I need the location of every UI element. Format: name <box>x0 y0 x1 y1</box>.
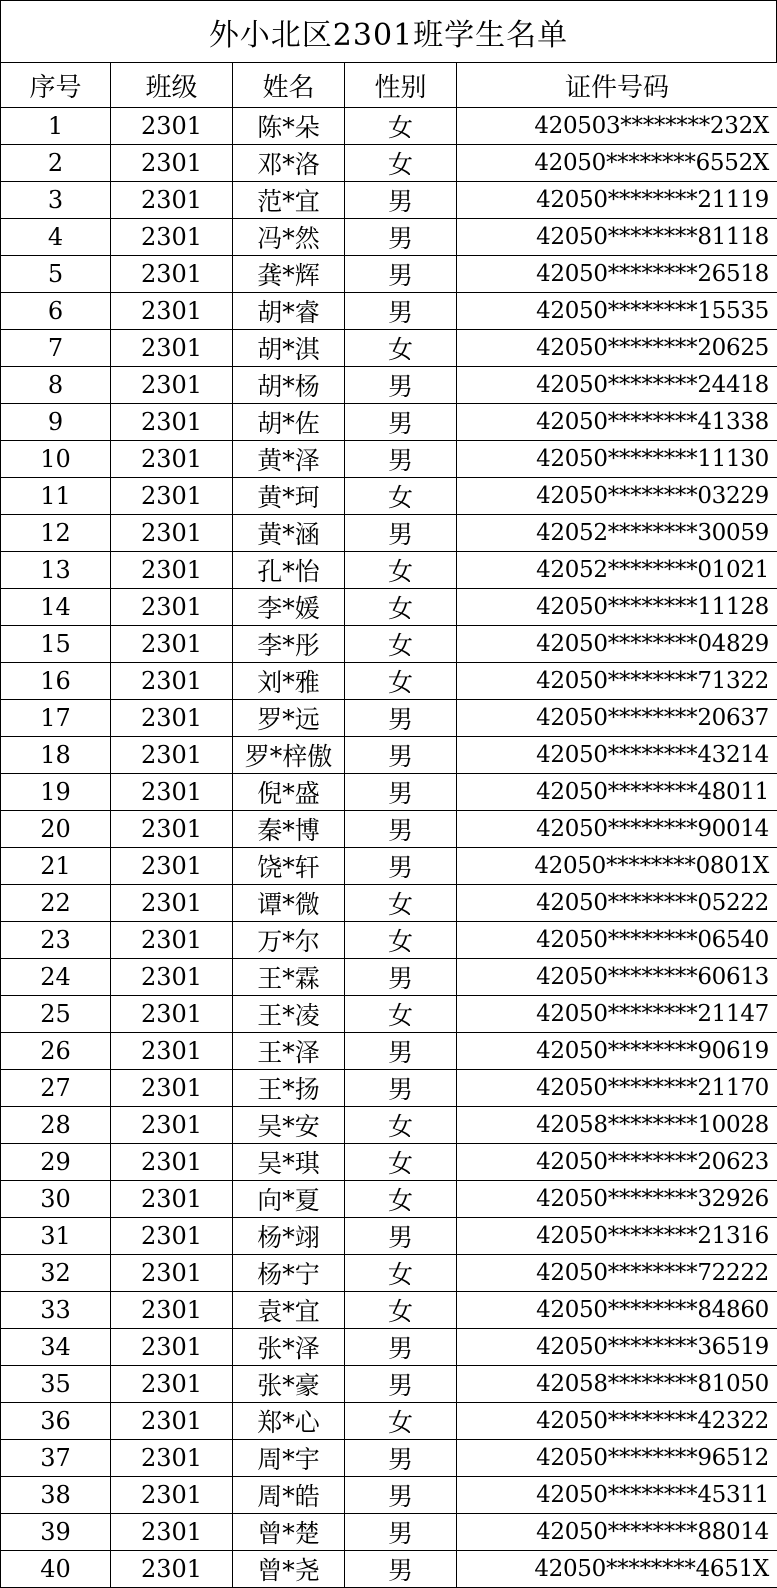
cell-class: 2301 <box>111 1366 233 1403</box>
cell-class: 2301 <box>111 848 233 885</box>
cell-index: 36 <box>1 1403 111 1440</box>
cell-index: 34 <box>1 1329 111 1366</box>
cell-index: 22 <box>1 885 111 922</box>
cell-name: 刘*雅 <box>233 663 345 700</box>
cell-index: 6 <box>1 293 111 330</box>
cell-gender: 女 <box>345 589 457 626</box>
cell-id-number: 42050********48011 <box>457 774 777 811</box>
cell-class: 2301 <box>111 1144 233 1181</box>
table-row <box>1 515 777 552</box>
cell-id-number: 42050********90014 <box>457 811 777 848</box>
cell-class: 2301 <box>111 404 233 441</box>
cell-index: 19 <box>1 774 111 811</box>
cell-gender: 男 <box>345 1477 457 1514</box>
cell-class: 2301 <box>111 441 233 478</box>
cell-gender: 女 <box>345 145 457 182</box>
cell-index: 18 <box>1 737 111 774</box>
cell-class: 2301 <box>111 700 233 737</box>
cell-class: 2301 <box>111 367 233 404</box>
cell-index: 14 <box>1 589 111 626</box>
cell-name: 饶*轩 <box>233 848 345 885</box>
cell-index: 29 <box>1 1144 111 1181</box>
cell-gender: 男 <box>345 1070 457 1107</box>
cell-index: 40 <box>1 1551 111 1588</box>
cell-gender: 男 <box>345 1218 457 1255</box>
table-row <box>1 552 777 589</box>
cell-id-number: 42050********71322 <box>457 663 777 700</box>
cell-gender: 女 <box>345 996 457 1033</box>
table-row <box>1 1514 777 1551</box>
header-name: 姓名 <box>233 63 345 108</box>
cell-id-number: 42050********24418 <box>457 367 777 404</box>
cell-id-number: 42050********21119 <box>457 182 777 219</box>
cell-id-number: 42050********81118 <box>457 219 777 256</box>
cell-class: 2301 <box>111 1218 233 1255</box>
cell-class: 2301 <box>111 996 233 1033</box>
cell-id-number: 42050********96512 <box>457 1440 777 1477</box>
cell-index: 1 <box>1 108 111 145</box>
cell-gender: 男 <box>345 293 457 330</box>
cell-index: 20 <box>1 811 111 848</box>
cell-name: 黄*珂 <box>233 478 345 515</box>
cell-gender: 女 <box>345 626 457 663</box>
cell-class: 2301 <box>111 182 233 219</box>
cell-id-number: 42050********84860 <box>457 1292 777 1329</box>
cell-index: 13 <box>1 552 111 589</box>
cell-class: 2301 <box>111 626 233 663</box>
table-row <box>1 145 777 182</box>
cell-gender: 女 <box>345 1144 457 1181</box>
cell-index: 7 <box>1 330 111 367</box>
cell-id-number: 42050********21316 <box>457 1218 777 1255</box>
cell-class: 2301 <box>111 663 233 700</box>
cell-name: 王*凌 <box>233 996 345 1033</box>
cell-index: 12 <box>1 515 111 552</box>
cell-index: 24 <box>1 959 111 996</box>
cell-id-number: 42050********60613 <box>457 959 777 996</box>
header-id: 证件号码 <box>457 63 777 108</box>
cell-name: 杨*宁 <box>233 1255 345 1292</box>
cell-gender: 女 <box>345 1107 457 1144</box>
cell-id-number: 42050********11130 <box>457 441 777 478</box>
cell-id-number: 42050********21170 <box>457 1070 777 1107</box>
table-row <box>1 1033 777 1070</box>
cell-gender: 男 <box>345 774 457 811</box>
table-row <box>1 1366 777 1403</box>
cell-gender: 男 <box>345 1366 457 1403</box>
table-row <box>1 404 777 441</box>
cell-name: 吴*安 <box>233 1107 345 1144</box>
cell-index: 37 <box>1 1440 111 1477</box>
cell-gender: 男 <box>345 219 457 256</box>
cell-class: 2301 <box>111 885 233 922</box>
cell-id-number: 42052********30059 <box>457 515 777 552</box>
cell-gender: 男 <box>345 737 457 774</box>
cell-id-number: 42050********20623 <box>457 1144 777 1181</box>
table-row <box>1 737 777 774</box>
cell-class: 2301 <box>111 589 233 626</box>
table-row <box>1 922 777 959</box>
cell-index: 28 <box>1 1107 111 1144</box>
cell-id-number: 42058********81050 <box>457 1366 777 1403</box>
cell-gender: 女 <box>345 663 457 700</box>
cell-class: 2301 <box>111 959 233 996</box>
cell-name: 李*媛 <box>233 589 345 626</box>
table-row <box>1 256 777 293</box>
table-row <box>1 1292 777 1329</box>
cell-name: 万*尔 <box>233 922 345 959</box>
cell-name: 谭*微 <box>233 885 345 922</box>
cell-name: 袁*宜 <box>233 1292 345 1329</box>
header-row <box>1 63 777 108</box>
cell-gender: 男 <box>345 700 457 737</box>
table-row <box>1 1107 777 1144</box>
cell-class: 2301 <box>111 1181 233 1218</box>
header-class: 班级 <box>111 63 233 108</box>
cell-id-number: 42058********10028 <box>457 1107 777 1144</box>
table-row <box>1 811 777 848</box>
table-row <box>1 1440 777 1477</box>
table-row <box>1 700 777 737</box>
cell-class: 2301 <box>111 145 233 182</box>
cell-class: 2301 <box>111 1551 233 1588</box>
table-row <box>1 663 777 700</box>
cell-name: 胡*杨 <box>233 367 345 404</box>
table-body <box>1 108 777 1588</box>
table-row <box>1 1070 777 1107</box>
cell-name: 曾*楚 <box>233 1514 345 1551</box>
cell-name: 倪*盛 <box>233 774 345 811</box>
cell-index: 11 <box>1 478 111 515</box>
cell-class: 2301 <box>111 515 233 552</box>
cell-id-number: 42050********03229 <box>457 478 777 515</box>
cell-index: 21 <box>1 848 111 885</box>
cell-name: 曾*尧 <box>233 1551 345 1588</box>
cell-id-number: 42050********88014 <box>457 1514 777 1551</box>
cell-index: 31 <box>1 1218 111 1255</box>
table-row <box>1 219 777 256</box>
table-row <box>1 996 777 1033</box>
cell-name: 杨*翊 <box>233 1218 345 1255</box>
cell-id-number: 42050********6552X <box>457 145 777 182</box>
cell-name: 龚*辉 <box>233 256 345 293</box>
cell-name: 张*泽 <box>233 1329 345 1366</box>
cell-id-number: 42050********42322 <box>457 1403 777 1440</box>
table-row <box>1 885 777 922</box>
cell-id-number: 42050********06540 <box>457 922 777 959</box>
cell-name: 陈*朵 <box>233 108 345 145</box>
cell-class: 2301 <box>111 256 233 293</box>
cell-class: 2301 <box>111 293 233 330</box>
cell-id-number: 42050********32926 <box>457 1181 777 1218</box>
cell-name: 黄*泽 <box>233 441 345 478</box>
cell-index: 33 <box>1 1292 111 1329</box>
cell-name: 冯*然 <box>233 219 345 256</box>
cell-gender: 女 <box>345 330 457 367</box>
cell-gender: 男 <box>345 1440 457 1477</box>
cell-id-number: 42050********45311 <box>457 1477 777 1514</box>
table-row <box>1 1403 777 1440</box>
cell-gender: 男 <box>345 515 457 552</box>
cell-gender: 男 <box>345 1514 457 1551</box>
cell-class: 2301 <box>111 478 233 515</box>
table-row <box>1 478 777 515</box>
cell-gender: 男 <box>345 1329 457 1366</box>
cell-name: 胡*淇 <box>233 330 345 367</box>
cell-id-number: 420503********232X <box>457 108 777 145</box>
cell-class: 2301 <box>111 1255 233 1292</box>
cell-id-number: 42050********4651X <box>457 1551 777 1588</box>
cell-class: 2301 <box>111 108 233 145</box>
cell-class: 2301 <box>111 219 233 256</box>
cell-id-number: 42050********72222 <box>457 1255 777 1292</box>
cell-index: 2 <box>1 145 111 182</box>
cell-gender: 男 <box>345 811 457 848</box>
table-row <box>1 626 777 663</box>
cell-id-number: 42050********26518 <box>457 256 777 293</box>
cell-index: 8 <box>1 367 111 404</box>
cell-gender: 男 <box>345 441 457 478</box>
cell-gender: 男 <box>345 367 457 404</box>
cell-id-number: 42050********43214 <box>457 737 777 774</box>
cell-id-number: 42050********90619 <box>457 1033 777 1070</box>
cell-gender: 女 <box>345 1403 457 1440</box>
header-gender: 性别 <box>345 63 457 108</box>
cell-index: 32 <box>1 1255 111 1292</box>
cell-index: 16 <box>1 663 111 700</box>
cell-index: 27 <box>1 1070 111 1107</box>
table-row <box>1 182 777 219</box>
cell-index: 39 <box>1 1514 111 1551</box>
cell-class: 2301 <box>111 774 233 811</box>
cell-index: 38 <box>1 1477 111 1514</box>
cell-name: 秦*博 <box>233 811 345 848</box>
cell-class: 2301 <box>111 737 233 774</box>
cell-class: 2301 <box>111 1033 233 1070</box>
cell-index: 26 <box>1 1033 111 1070</box>
table-row <box>1 293 777 330</box>
cell-index: 10 <box>1 441 111 478</box>
cell-gender: 男 <box>345 256 457 293</box>
table-row <box>1 848 777 885</box>
cell-class: 2301 <box>111 1403 233 1440</box>
cell-id-number: 42050********04829 <box>457 626 777 663</box>
table-row <box>1 1477 777 1514</box>
cell-index: 5 <box>1 256 111 293</box>
cell-gender: 男 <box>345 848 457 885</box>
table-header <box>1 63 777 108</box>
cell-name: 周*宇 <box>233 1440 345 1477</box>
cell-gender: 女 <box>345 922 457 959</box>
table-row <box>1 1181 777 1218</box>
table-row <box>1 959 777 996</box>
cell-index: 30 <box>1 1181 111 1218</box>
cell-class: 2301 <box>111 330 233 367</box>
table-row <box>1 1255 777 1292</box>
cell-id-number: 42052********01021 <box>457 552 777 589</box>
cell-id-number: 42050********15535 <box>457 293 777 330</box>
cell-id-number: 42050********20625 <box>457 330 777 367</box>
cell-index: 3 <box>1 182 111 219</box>
cell-name: 张*豪 <box>233 1366 345 1403</box>
cell-gender: 男 <box>345 1551 457 1588</box>
cell-name: 吴*琪 <box>233 1144 345 1181</box>
cell-name: 范*宜 <box>233 182 345 219</box>
cell-name: 孔*怡 <box>233 552 345 589</box>
cell-id-number: 42050********20637 <box>457 700 777 737</box>
cell-class: 2301 <box>111 1514 233 1551</box>
table-row <box>1 1329 777 1366</box>
cell-class: 2301 <box>111 552 233 589</box>
table-row <box>1 441 777 478</box>
cell-name: 王*扬 <box>233 1070 345 1107</box>
cell-id-number: 42050********11128 <box>457 589 777 626</box>
table-row <box>1 1218 777 1255</box>
cell-gender: 女 <box>345 1255 457 1292</box>
cell-class: 2301 <box>111 1070 233 1107</box>
table-row <box>1 774 777 811</box>
cell-name: 李*彤 <box>233 626 345 663</box>
cell-class: 2301 <box>111 922 233 959</box>
table-row <box>1 589 777 626</box>
cell-class: 2301 <box>111 1107 233 1144</box>
cell-class: 2301 <box>111 811 233 848</box>
table-row <box>1 1144 777 1181</box>
cell-gender: 女 <box>345 108 457 145</box>
cell-class: 2301 <box>111 1292 233 1329</box>
header-index: 序号 <box>1 63 111 108</box>
cell-index: 17 <box>1 700 111 737</box>
cell-gender: 男 <box>345 182 457 219</box>
cell-id-number: 42050********41338 <box>457 404 777 441</box>
roster-table <box>0 62 777 1588</box>
cell-index: 35 <box>1 1366 111 1403</box>
cell-id-number: 42050********36519 <box>457 1329 777 1366</box>
cell-id-number: 42050********0801X <box>457 848 777 885</box>
table-row <box>1 108 777 145</box>
cell-index: 25 <box>1 996 111 1033</box>
cell-name: 王*霖 <box>233 959 345 996</box>
page-title: 外小北区2301班学生名单 <box>0 0 777 62</box>
cell-gender: 女 <box>345 885 457 922</box>
cell-index: 23 <box>1 922 111 959</box>
cell-name: 向*夏 <box>233 1181 345 1218</box>
cell-gender: 女 <box>345 1292 457 1329</box>
table-row <box>1 367 777 404</box>
cell-class: 2301 <box>111 1477 233 1514</box>
cell-index: 4 <box>1 219 111 256</box>
cell-gender: 女 <box>345 478 457 515</box>
cell-name: 郑*心 <box>233 1403 345 1440</box>
cell-gender: 女 <box>345 1181 457 1218</box>
cell-gender: 男 <box>345 404 457 441</box>
table-row <box>1 1551 777 1588</box>
cell-name: 罗*梓傲 <box>233 737 345 774</box>
cell-name: 罗*远 <box>233 700 345 737</box>
cell-gender: 男 <box>345 959 457 996</box>
cell-id-number: 42050********05222 <box>457 885 777 922</box>
cell-name: 周*皓 <box>233 1477 345 1514</box>
cell-name: 邓*洛 <box>233 145 345 182</box>
cell-id-number: 42050********21147 <box>457 996 777 1033</box>
cell-gender: 女 <box>345 552 457 589</box>
cell-class: 2301 <box>111 1329 233 1366</box>
cell-name: 黄*涵 <box>233 515 345 552</box>
cell-class: 2301 <box>111 1440 233 1477</box>
table-row <box>1 330 777 367</box>
cell-index: 9 <box>1 404 111 441</box>
cell-index: 15 <box>1 626 111 663</box>
cell-name: 王*泽 <box>233 1033 345 1070</box>
cell-gender: 男 <box>345 1033 457 1070</box>
cell-name: 胡*睿 <box>233 293 345 330</box>
cell-name: 胡*佐 <box>233 404 345 441</box>
